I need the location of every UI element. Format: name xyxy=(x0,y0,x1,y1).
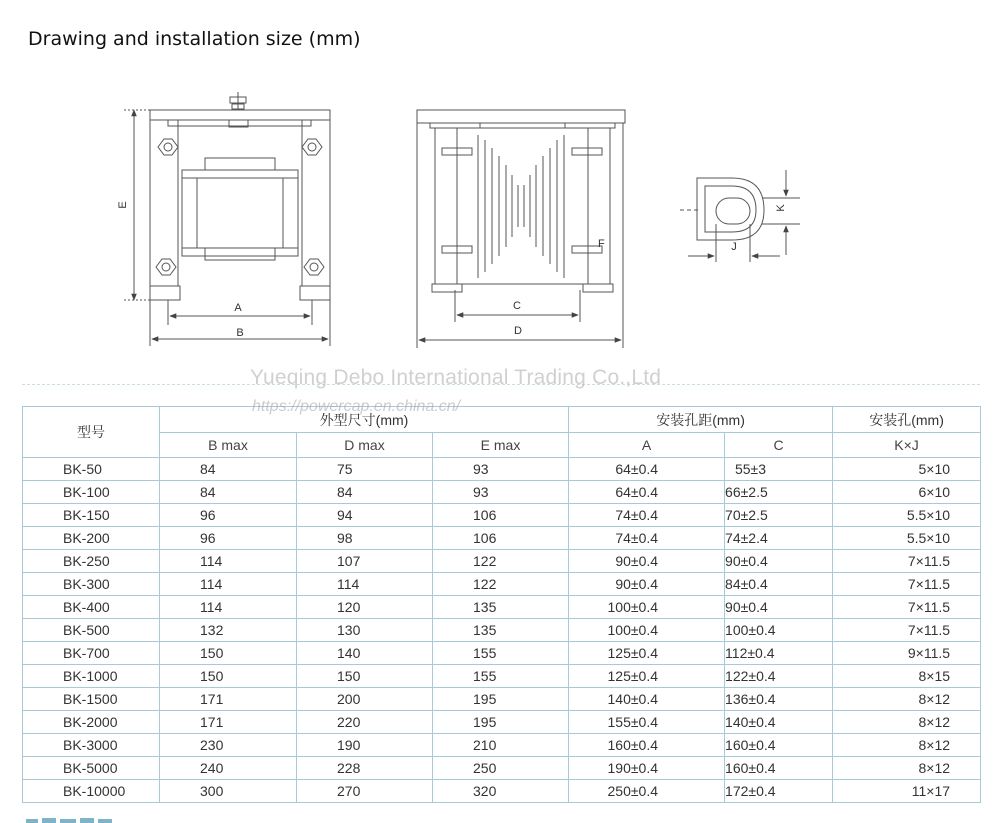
cell-model: BK-5000 xyxy=(23,757,160,780)
dimension-label-e: E xyxy=(117,201,129,209)
cell-model: BK-1000 xyxy=(23,665,160,688)
cell-d: 75 xyxy=(297,458,433,481)
cell-e: 135 xyxy=(433,596,569,619)
cell-kj: 6×10 xyxy=(833,481,981,504)
column-header-kj: K×J xyxy=(833,433,981,458)
mounting-hole-drawing xyxy=(680,170,800,262)
cell-a: 125±0.4 xyxy=(569,642,725,665)
table-row xyxy=(23,711,981,734)
cell-d: 270 xyxy=(297,780,433,803)
cell-d: 94 xyxy=(297,504,433,527)
cell-c: 90±0.4 xyxy=(725,550,833,573)
table-row xyxy=(23,642,981,665)
cell-model: BK-250 xyxy=(23,550,160,573)
cell-model: BK-100 xyxy=(23,481,160,504)
cell-d: 220 xyxy=(297,711,433,734)
cell-c: 100±0.4 xyxy=(725,619,833,642)
cell-e: 155 xyxy=(433,642,569,665)
cell-c: 122±0.4 xyxy=(725,665,833,688)
cell-c: 140±0.4 xyxy=(725,711,833,734)
group-header-hole-spacing: 安装孔距(mm) xyxy=(569,407,833,433)
cell-b: 171 xyxy=(160,688,297,711)
cell-c: 160±0.4 xyxy=(725,734,833,757)
column-header-b: B max xyxy=(160,433,297,458)
cell-e: 122 xyxy=(433,550,569,573)
column-header-e: E max xyxy=(433,433,569,458)
cell-kj: 8×12 xyxy=(833,711,981,734)
cell-model: BK-200 xyxy=(23,527,160,550)
cell-e: 93 xyxy=(433,458,569,481)
cell-model: BK-500 xyxy=(23,619,160,642)
page-title: Drawing and installation size (mm) xyxy=(28,28,361,50)
cell-a: 64±0.4 xyxy=(569,481,725,504)
cell-d: 107 xyxy=(297,550,433,573)
cell-e: 155 xyxy=(433,665,569,688)
dimension-label-d: D xyxy=(514,325,522,337)
cell-e: 93 xyxy=(433,481,569,504)
cell-d: 140 xyxy=(297,642,433,665)
cell-c: 136±0.4 xyxy=(725,688,833,711)
cell-c: 66±2.5 xyxy=(725,481,833,504)
cell-b: 114 xyxy=(160,573,297,596)
cell-b: 96 xyxy=(160,504,297,527)
cell-kj: 8×12 xyxy=(833,734,981,757)
cell-b: 114 xyxy=(160,550,297,573)
cell-a: 74±0.4 xyxy=(569,504,725,527)
cell-kj: 9×11.5 xyxy=(833,642,981,665)
table-row xyxy=(23,688,981,711)
cell-kj: 8×12 xyxy=(833,757,981,780)
table-row xyxy=(23,481,981,504)
cell-d: 114 xyxy=(297,573,433,596)
spec-table xyxy=(22,406,981,803)
table-row xyxy=(23,458,981,481)
cell-c: 112±0.4 xyxy=(725,642,833,665)
table-row xyxy=(23,619,981,642)
installation-drawings xyxy=(0,70,1000,370)
cell-model: BK-10000 xyxy=(23,780,160,803)
cell-e: 122 xyxy=(433,573,569,596)
cell-b: 230 xyxy=(160,734,297,757)
cell-kj: 7×11.5 xyxy=(833,619,981,642)
watermark-company: Yueqing Debo International Trading Co.,Ltd xyxy=(250,366,662,389)
cell-kj: 5.5×10 xyxy=(833,504,981,527)
cell-model: BK-3000 xyxy=(23,734,160,757)
cell-kj: 11×17 xyxy=(833,780,981,803)
cell-d: 120 xyxy=(297,596,433,619)
dimension-label-k: K xyxy=(775,204,787,212)
cell-a: 250±0.4 xyxy=(569,780,725,803)
cell-c: 160±0.4 xyxy=(725,757,833,780)
cell-a: 64±0.4 xyxy=(569,458,725,481)
cell-d: 228 xyxy=(297,757,433,780)
table-row xyxy=(23,757,981,780)
cell-d: 84 xyxy=(297,481,433,504)
table-row xyxy=(23,665,981,688)
cell-a: 90±0.4 xyxy=(569,573,725,596)
cell-d: 150 xyxy=(297,665,433,688)
cell-b: 132 xyxy=(160,619,297,642)
model-header: 型号 xyxy=(23,407,160,458)
table-row xyxy=(23,550,981,573)
front-view-drawing xyxy=(124,92,330,346)
cell-d: 98 xyxy=(297,527,433,550)
table-body xyxy=(23,458,981,803)
cell-model: BK-700 xyxy=(23,642,160,665)
cell-b: 171 xyxy=(160,711,297,734)
table-row xyxy=(23,734,981,757)
cell-a: 74±0.4 xyxy=(569,527,725,550)
cell-d: 190 xyxy=(297,734,433,757)
cell-model: BK-400 xyxy=(23,596,160,619)
dimension-label-j: J xyxy=(731,241,737,253)
cell-a: 100±0.4 xyxy=(569,596,725,619)
table-row xyxy=(23,527,981,550)
dimension-label-b: B xyxy=(236,327,244,339)
cell-c: 84±0.4 xyxy=(725,573,833,596)
cell-model: BK-150 xyxy=(23,504,160,527)
cell-model: BK-1500 xyxy=(23,688,160,711)
cell-model: BK-300 xyxy=(23,573,160,596)
side-view-drawing xyxy=(417,110,625,348)
cell-b: 150 xyxy=(160,665,297,688)
cell-e: 106 xyxy=(433,504,569,527)
cell-b: 96 xyxy=(160,527,297,550)
cell-c: 172±0.4 xyxy=(725,780,833,803)
cell-b: 240 xyxy=(160,757,297,780)
cell-kj: 5.5×10 xyxy=(833,527,981,550)
cell-kj: 7×11.5 xyxy=(833,573,981,596)
cell-b: 150 xyxy=(160,642,297,665)
cell-c: 90±0.4 xyxy=(725,596,833,619)
cell-model: BK-2000 xyxy=(23,711,160,734)
cell-e: 195 xyxy=(433,711,569,734)
cell-b: 300 xyxy=(160,780,297,803)
table-row xyxy=(23,573,981,596)
cell-a: 155±0.4 xyxy=(569,711,725,734)
cell-e: 320 xyxy=(433,780,569,803)
dimension-label-a: A xyxy=(234,302,242,314)
cell-model: BK-50 xyxy=(23,458,160,481)
cell-a: 100±0.4 xyxy=(569,619,725,642)
cropped-heading-fragment xyxy=(26,816,136,823)
table-row xyxy=(23,504,981,527)
cell-e: 106 xyxy=(433,527,569,550)
cell-kj: 7×11.5 xyxy=(833,596,981,619)
cell-d: 130 xyxy=(297,619,433,642)
group-header-hole: 安装孔(mm) xyxy=(833,407,981,433)
watermark-url: https://powercap.en.china.cn/ xyxy=(252,398,461,415)
cell-e: 135 xyxy=(433,619,569,642)
cell-b: 84 xyxy=(160,458,297,481)
cell-e: 250 xyxy=(433,757,569,780)
cell-c: 74±2.4 xyxy=(725,527,833,550)
table-row xyxy=(23,596,981,619)
cell-a: 140±0.4 xyxy=(569,688,725,711)
cell-d: 200 xyxy=(297,688,433,711)
cell-e: 210 xyxy=(433,734,569,757)
dimension-label-c: C xyxy=(513,300,521,312)
cell-a: 90±0.4 xyxy=(569,550,725,573)
cell-kj: 8×15 xyxy=(833,665,981,688)
cell-a: 160±0.4 xyxy=(569,734,725,757)
column-header-d: D max xyxy=(297,433,433,458)
column-header-a: A xyxy=(569,433,725,458)
cell-kj: 5×10 xyxy=(833,458,981,481)
group-header-outline: 外型尺寸(mm) xyxy=(160,407,569,433)
cell-c: 70±2.5 xyxy=(725,504,833,527)
cell-b: 114 xyxy=(160,596,297,619)
column-header-c: C xyxy=(725,433,833,458)
cell-kj: 7×11.5 xyxy=(833,550,981,573)
cell-a: 190±0.4 xyxy=(569,757,725,780)
cell-e: 195 xyxy=(433,688,569,711)
cell-c: 55±3 xyxy=(725,458,833,481)
table-row xyxy=(23,780,981,803)
cell-b: 84 xyxy=(160,481,297,504)
cell-kj: 8×12 xyxy=(833,688,981,711)
dimension-label-f: F xyxy=(598,238,605,250)
cell-a: 125±0.4 xyxy=(569,665,725,688)
